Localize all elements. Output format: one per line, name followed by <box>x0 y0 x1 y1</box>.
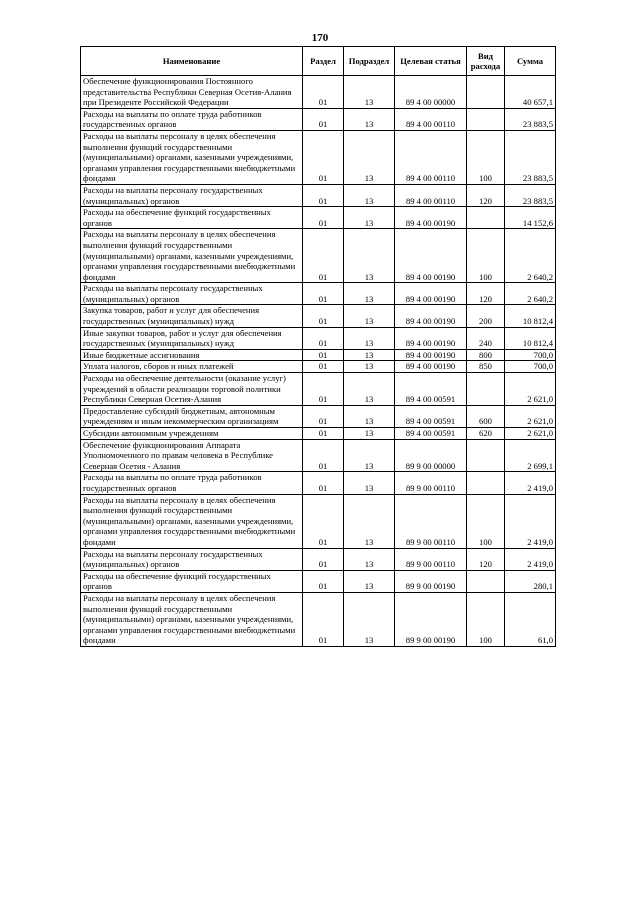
row-target: 89 4 00 00190 <box>395 361 467 373</box>
row-name: Субсидии автономным учреждениям <box>81 428 303 440</box>
row-subsection: 13 <box>344 570 395 592</box>
row-sum: 10 812,4 <box>505 305 556 327</box>
row-section: 01 <box>303 428 344 440</box>
row-target: 89 9 00 00110 <box>395 548 467 570</box>
row-exp-type: 200 <box>467 305 505 327</box>
row-section: 01 <box>303 229 344 283</box>
table-row <box>81 305 556 327</box>
row-sum: 2 419,0 <box>505 472 556 494</box>
row-subsection: 13 <box>344 207 395 229</box>
row-exp-type: 850 <box>467 361 505 373</box>
table-row <box>81 472 556 494</box>
row-sum: 23 883,5 <box>505 184 556 206</box>
row-target: 89 4 00 00190 <box>395 229 467 283</box>
row-section: 01 <box>303 305 344 327</box>
table-row <box>81 184 556 206</box>
table-row <box>81 130 556 184</box>
table-row <box>81 76 556 109</box>
header-target: Целевая статья <box>395 47 467 76</box>
row-section: 01 <box>303 472 344 494</box>
header-exp-type: Вид расхода <box>467 47 505 76</box>
row-exp-type: 620 <box>467 428 505 440</box>
row-subsection: 13 <box>344 305 395 327</box>
row-target: 89 4 00 00110 <box>395 130 467 184</box>
row-exp-type: 120 <box>467 548 505 570</box>
row-section: 01 <box>303 439 344 472</box>
table-row <box>81 428 556 440</box>
row-target: 89 4 00 00591 <box>395 373 467 406</box>
row-section: 01 <box>303 327 344 349</box>
row-subsection: 13 <box>344 494 395 548</box>
row-section: 01 <box>303 184 344 206</box>
row-target: 89 4 00 00591 <box>395 405 467 427</box>
row-section: 01 <box>303 570 344 592</box>
row-target: 89 4 00 00190 <box>395 349 467 361</box>
row-sum: 23 883,5 <box>505 108 556 130</box>
row-name: Расходы на выплаты персоналу в целях обеспечения выполнения функций государственными (муниципальными) органами, казенными учреждениями, органами управления государственными внебюджетными фондами <box>81 229 303 283</box>
row-subsection: 13 <box>344 76 395 109</box>
row-target: 89 9 00 00190 <box>395 592 467 646</box>
row-exp-type <box>467 472 505 494</box>
row-section: 01 <box>303 130 344 184</box>
row-sum: 2 419,0 <box>505 548 556 570</box>
row-exp-type: 600 <box>467 405 505 427</box>
row-subsection: 13 <box>344 472 395 494</box>
table-row <box>81 494 556 548</box>
table-row <box>81 548 556 570</box>
row-subsection: 13 <box>344 405 395 427</box>
row-sum: 2 621,0 <box>505 373 556 406</box>
header-section: Раздел <box>303 47 344 76</box>
row-exp-type: 100 <box>467 494 505 548</box>
row-sum: 2 621,0 <box>505 428 556 440</box>
row-target: 89 4 00 00591 <box>395 428 467 440</box>
row-name: Обеспечение функционирования Аппарата Уполномоченного по правам человека в Республике Северная Осетия - Алания <box>81 439 303 472</box>
header-sum: Сумма <box>505 47 556 76</box>
row-sum: 280,1 <box>505 570 556 592</box>
budget-table <box>80 46 556 647</box>
row-sum: 14 152,6 <box>505 207 556 229</box>
row-name: Расходы на выплаты персоналу государственных (муниципальных) органов <box>81 283 303 305</box>
row-subsection: 13 <box>344 592 395 646</box>
row-subsection: 13 <box>344 548 395 570</box>
row-exp-type: 800 <box>467 349 505 361</box>
row-sum: 10 812,4 <box>505 327 556 349</box>
row-exp-type: 100 <box>467 592 505 646</box>
row-name: Расходы на выплаты персоналу государственных (муниципальных) органов <box>81 548 303 570</box>
row-subsection: 13 <box>344 283 395 305</box>
row-subsection: 13 <box>344 229 395 283</box>
row-name: Предоставление субсидий бюджетным, автономным учреждениям и иным некоммерческим организациям <box>81 405 303 427</box>
row-target: 89 9 00 00110 <box>395 494 467 548</box>
row-sum: 40 657,1 <box>505 76 556 109</box>
table-row <box>81 327 556 349</box>
row-name: Расходы на выплаты персоналу в целях обеспечения выполнения функций государственными (муниципальными) органами, казенными учреждениями, органами управления государственными внебюджетными фондами <box>81 494 303 548</box>
row-subsection: 13 <box>344 130 395 184</box>
row-subsection: 13 <box>344 361 395 373</box>
table-row <box>81 373 556 406</box>
row-target: 89 9 00 00000 <box>395 439 467 472</box>
row-target: 89 4 00 00000 <box>395 76 467 109</box>
table-row <box>81 592 556 646</box>
row-section: 01 <box>303 592 344 646</box>
table-body <box>81 76 556 647</box>
table-row <box>81 283 556 305</box>
table-row <box>81 349 556 361</box>
row-sum: 700,0 <box>505 361 556 373</box>
row-exp-type: 240 <box>467 327 505 349</box>
row-name: Обеспечение функционирования Постоянного представительства Республики Северная Осетия-Алания при Президенте Российской Федерации <box>81 76 303 109</box>
row-subsection: 13 <box>344 327 395 349</box>
row-section: 01 <box>303 494 344 548</box>
row-exp-type <box>467 108 505 130</box>
row-exp-type: 120 <box>467 283 505 305</box>
row-target: 89 4 00 00110 <box>395 108 467 130</box>
row-name: Уплата налогов, сборов и иных платежей <box>81 361 303 373</box>
row-target: 89 4 00 00110 <box>395 184 467 206</box>
row-exp-type <box>467 570 505 592</box>
row-name: Иные бюджетные ассигнования <box>81 349 303 361</box>
row-target: 89 4 00 00190 <box>395 305 467 327</box>
row-name: Расходы на выплаты персоналу государственных (муниципальных) органов <box>81 184 303 206</box>
row-name: Расходы на выплаты по оплате труда работников государственных органов <box>81 108 303 130</box>
row-sum: 700,0 <box>505 349 556 361</box>
row-name: Расходы на обеспечение функций государственных органов <box>81 207 303 229</box>
table-row <box>81 439 556 472</box>
row-section: 01 <box>303 405 344 427</box>
table-header-row <box>81 47 556 76</box>
page-number: 170 <box>311 32 329 44</box>
row-sum: 61,0 <box>505 592 556 646</box>
row-subsection: 13 <box>344 428 395 440</box>
row-subsection: 13 <box>344 439 395 472</box>
row-name: Расходы на выплаты по оплате труда работников государственных органов <box>81 472 303 494</box>
table-row <box>81 108 556 130</box>
table-row <box>81 361 556 373</box>
row-name: Расходы на обеспечение функций государственных органов <box>81 570 303 592</box>
table-row <box>81 570 556 592</box>
row-name: Расходы на выплаты персоналу в целях обеспечения выполнения функций государственными (муниципальными) органами, казенными учреждениями, органами управления государственными внебюджетными фондами <box>81 130 303 184</box>
row-target: 89 9 00 00110 <box>395 472 467 494</box>
row-exp-type <box>467 76 505 109</box>
row-exp-type: 100 <box>467 229 505 283</box>
row-exp-type <box>467 207 505 229</box>
header-subsection: Подраздел <box>344 47 395 76</box>
row-section: 01 <box>303 548 344 570</box>
row-name: Расходы на выплаты персоналу в целях обеспечения выполнения функций государственными (муниципальными) органами, казенными учреждениями, органами управления государственными внебюджетными фондами <box>81 592 303 646</box>
row-name: Иные закупки товаров, работ и услуг для обеспечения государственных (муниципальных) нужд <box>81 327 303 349</box>
row-section: 01 <box>303 361 344 373</box>
row-section: 01 <box>303 207 344 229</box>
row-subsection: 13 <box>344 108 395 130</box>
row-sum: 2 419,0 <box>505 494 556 548</box>
row-section: 01 <box>303 76 344 109</box>
row-sum: 2 640,2 <box>505 229 556 283</box>
row-subsection: 13 <box>344 373 395 406</box>
row-name: Расходы на обеспечение деятельности (оказание услуг) учреждений в области реализации торговой политики Республики Северная Осетия-Алания <box>81 373 303 406</box>
row-sum: 2 699,1 <box>505 439 556 472</box>
row-section: 01 <box>303 108 344 130</box>
row-target: 89 9 00 00190 <box>395 570 467 592</box>
row-section: 01 <box>303 373 344 406</box>
row-target: 89 4 00 00190 <box>395 327 467 349</box>
row-target: 89 4 00 00190 <box>395 283 467 305</box>
table-row <box>81 405 556 427</box>
row-subsection: 13 <box>344 184 395 206</box>
row-sum: 2 640,2 <box>505 283 556 305</box>
row-sum: 2 621,0 <box>505 405 556 427</box>
header-name: Наименование <box>81 47 303 76</box>
row-exp-type <box>467 439 505 472</box>
table-row <box>81 207 556 229</box>
row-name: Закупка товаров, работ и услуг для обеспечения государственных (муниципальных) нужд <box>81 305 303 327</box>
row-exp-type: 100 <box>467 130 505 184</box>
table-row <box>81 229 556 283</box>
row-section: 01 <box>303 349 344 361</box>
row-exp-type: 120 <box>467 184 505 206</box>
row-sum: 23 883,5 <box>505 130 556 184</box>
row-subsection: 13 <box>344 349 395 361</box>
row-section: 01 <box>303 283 344 305</box>
row-target: 89 4 00 00190 <box>395 207 467 229</box>
row-exp-type <box>467 373 505 406</box>
